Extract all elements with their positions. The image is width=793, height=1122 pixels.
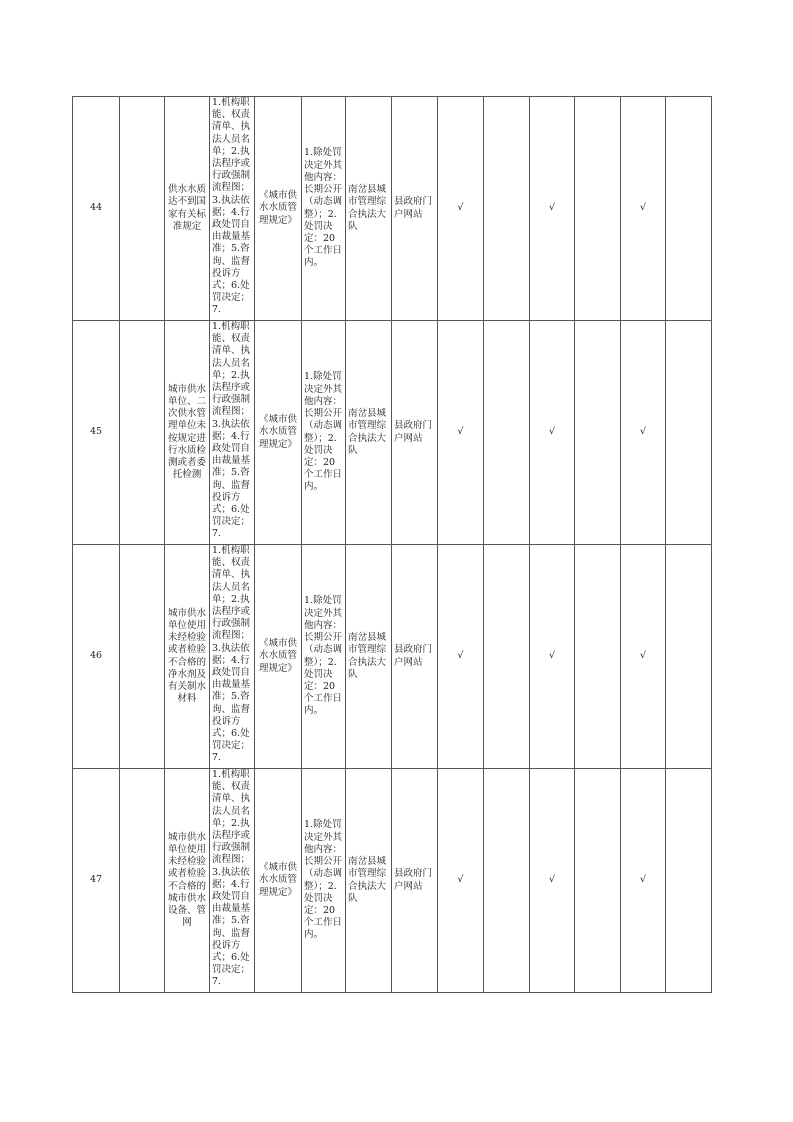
disclosure-channel: 县政府门户网站 bbox=[392, 97, 438, 321]
check-mark: √ bbox=[530, 321, 575, 545]
disclosure-basis: 《城市供水水质管理规定》 bbox=[255, 769, 302, 993]
check-mark: √ bbox=[438, 545, 484, 769]
disclosure-item: 城市供水单位、二次供水管理单位未按规定进行水质检测或者委托检测 bbox=[165, 321, 210, 545]
check-mark: √ bbox=[438, 321, 484, 545]
empty-cell bbox=[120, 545, 165, 769]
disclosure-item: 城市供水单位使用未经检验或者检验不合格的净水剂及有关制水材料 bbox=[165, 545, 210, 769]
table-row bbox=[73, 97, 712, 321]
disclosure-item: 城市供水单位使用未经检验或者检验不合格的城市供水设备、管网 bbox=[165, 769, 210, 993]
disclosure-timing: 1.除处罚决定外其他内容：长期公开（动态调整）；2.处罚决定：20个工作日内。 bbox=[302, 97, 346, 321]
table-body bbox=[73, 97, 712, 993]
disclosure-timing: 1.除处罚决定外其他内容：长期公开（动态调整）；2.处罚决定：20个工作日内。 bbox=[302, 545, 346, 769]
disclosure-channel: 县政府门户网站 bbox=[392, 321, 438, 545]
disclosure-content-cell bbox=[210, 97, 255, 321]
table-row bbox=[73, 321, 712, 545]
disclosure-timing: 1.除处罚决定外其他内容：长期公开（动态调整）；2.处罚决定：20个工作日内。 bbox=[302, 769, 346, 993]
disclosure-channel: 县政府门户网站 bbox=[392, 545, 438, 769]
check-mark: √ bbox=[530, 545, 575, 769]
disclosure-content-cell bbox=[210, 321, 255, 545]
row-number: 47 bbox=[73, 769, 120, 993]
empty-cell bbox=[666, 545, 712, 769]
empty-cell bbox=[484, 97, 530, 321]
disclosure-channel: 县政府门户网站 bbox=[392, 769, 438, 993]
check-mark: √ bbox=[621, 321, 666, 545]
empty-cell bbox=[484, 545, 530, 769]
row-number: 44 bbox=[73, 97, 120, 321]
disclosure-content: 1.机构职能、权责清单、执法人员名单；2.执法程序或行政强制流程图；3.执法依据；4.行政处罚自由裁量基准；5.咨询、监督投诉方式；6.处罚决定；7. bbox=[212, 545, 251, 764]
check-mark: √ bbox=[530, 97, 575, 321]
disclosure-subject: 南岔县城市管理综合执法大队 bbox=[346, 321, 392, 545]
empty-cell bbox=[575, 97, 621, 321]
empty-cell bbox=[666, 321, 712, 545]
disclosure-item: 供水水质达不到国家有关标准规定 bbox=[165, 97, 210, 321]
empty-cell bbox=[484, 769, 530, 993]
empty-cell bbox=[666, 97, 712, 321]
empty-cell bbox=[575, 321, 621, 545]
disclosure-content: 1.机构职能、权责清单、执法人员名单；2.执法程序或行政强制流程图；3.执法依据；4.行政处罚自由裁量基准；5.咨询、监督投诉方式；6.处罚决定；7. bbox=[212, 321, 251, 540]
check-mark: √ bbox=[621, 769, 666, 993]
disclosure-table bbox=[72, 96, 712, 993]
check-mark: √ bbox=[621, 545, 666, 769]
check-mark: √ bbox=[438, 769, 484, 993]
empty-cell bbox=[484, 321, 530, 545]
disclosure-content: 1.机构职能、权责清单、执法人员名单；2.执法程序或行政强制流程图；3.执法依据；4.行政处罚自由裁量基准；5.咨询、监督投诉方式；6.处罚决定；7. bbox=[212, 769, 251, 988]
disclosure-content: 1.机构职能、权责清单、执法人员名单；2.执法程序或行政强制流程图；3.执法依据；4.行政处罚自由裁量基准；5.咨询、监督投诉方式；6.处罚决定；7. bbox=[212, 97, 251, 316]
empty-cell bbox=[575, 545, 621, 769]
empty-cell bbox=[120, 321, 165, 545]
empty-cell bbox=[120, 769, 165, 993]
disclosure-basis: 《城市供水水质管理规定》 bbox=[255, 545, 302, 769]
empty-cell bbox=[120, 97, 165, 321]
disclosure-subject: 南岔县城市管理综合执法大队 bbox=[346, 97, 392, 321]
check-mark: √ bbox=[530, 769, 575, 993]
disclosure-basis: 《城市供水水质管理规定》 bbox=[255, 97, 302, 321]
empty-cell bbox=[575, 769, 621, 993]
disclosure-subject: 南岔县城市管理综合执法大队 bbox=[346, 545, 392, 769]
check-mark: √ bbox=[621, 97, 666, 321]
disclosure-subject: 南岔县城市管理综合执法大队 bbox=[346, 769, 392, 993]
disclosure-timing: 1.除处罚决定外其他内容：长期公开（动态调整）；2.处罚决定：20个工作日内。 bbox=[302, 321, 346, 545]
empty-cell bbox=[666, 769, 712, 993]
table-row bbox=[73, 769, 712, 993]
check-mark: √ bbox=[438, 97, 484, 321]
disclosure-content-cell bbox=[210, 545, 255, 769]
row-number: 46 bbox=[73, 545, 120, 769]
table-row bbox=[73, 545, 712, 769]
row-number: 45 bbox=[73, 321, 120, 545]
disclosure-basis: 《城市供水水质管理规定》 bbox=[255, 321, 302, 545]
disclosure-content-cell bbox=[210, 769, 255, 993]
